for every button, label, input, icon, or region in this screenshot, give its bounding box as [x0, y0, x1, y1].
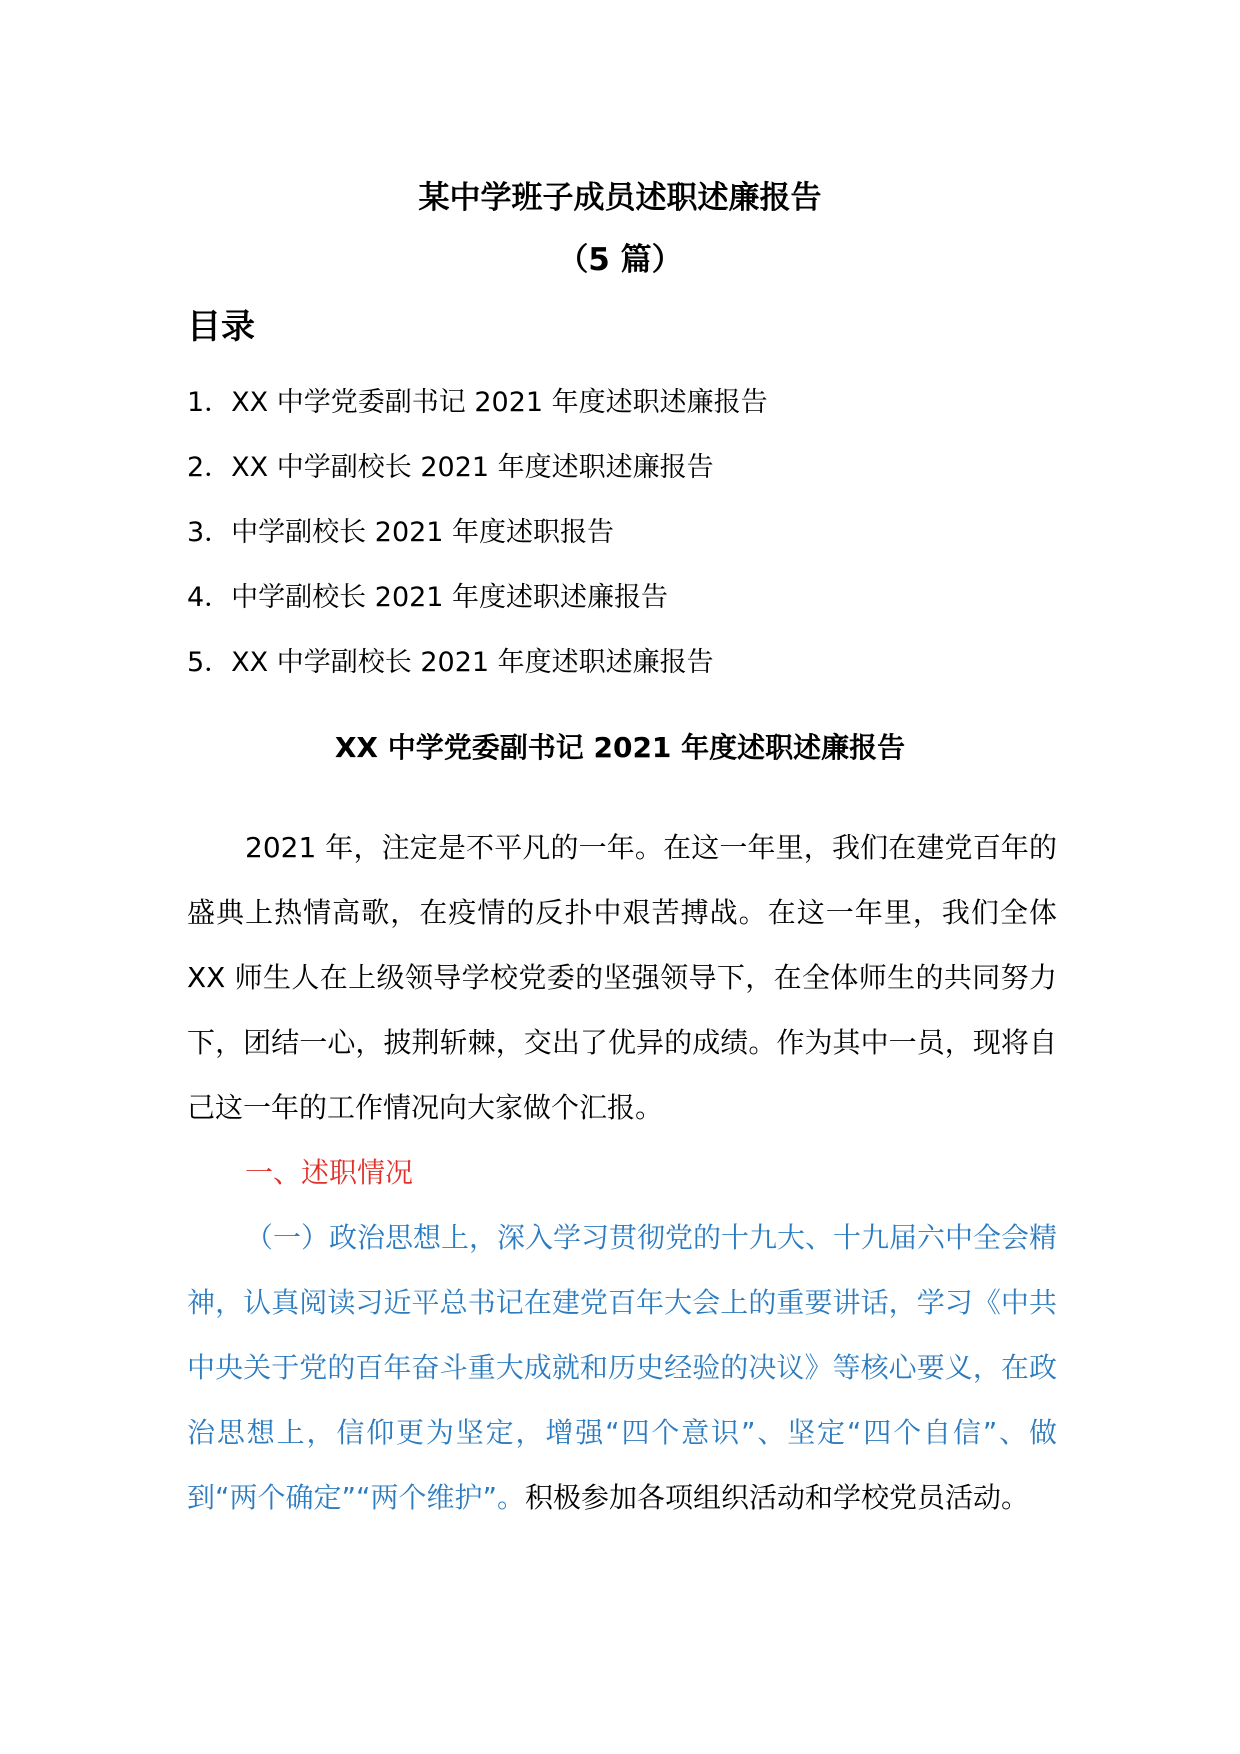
paragraph-political-thought — [187, 1205, 1057, 1530]
paragraph-black-text: 积极参加各项组织活动和学校党员活动。 — [525, 1481, 1030, 1514]
toc-item: 1．XX 中学党委副书记 2021 年度述职述廉报告 — [187, 387, 768, 418]
toc-item: 4．中学副校长 2021 年度述职述廉报告 — [187, 582, 669, 613]
paragraph-blue-text: （一）政治思想上，深入学习贯彻党的十九大、十九届六中全会精神，认真阅读习近平总书记在建党百年大会上的重要讲话，学习《中共中央关于党的百年奋斗重大成就和历史经验的决议》等核心要义，在政治思想上，信仰更为坚定，增强“四个意识”、坚定“四个自信”、做到“两个确定”“两个维护”。 — [187, 1221, 1058, 1514]
document-subtitle: （5 篇） — [557, 242, 683, 278]
toc-heading: 目录 — [187, 307, 255, 347]
section-title: XX 中学党委副书记 2021 年度述职述廉报告 — [334, 731, 906, 764]
toc-item: 3．中学副校长 2021 年度述职报告 — [187, 517, 615, 548]
document-title: 某中学班子成员述职述廉报告 — [418, 180, 822, 216]
intro-paragraph: 2021 年，注定是不平凡的一年。在这一年里，我们在建党百年的盛典上热情高歌，在疫情的反扑中艰苦搏战。在这一年里，我们全体 XX 师生人在上级领导学校党委的坚强领导下，在全体师生的共同努力下，团结一心，披荆斩棘，交出了优异的成绩。作为其中一员，现将自己这一年的工作情况向大家做个汇报。 — [187, 831, 1057, 1124]
table-of-contents — [187, 370, 768, 695]
section-heading-1: 一、述职情况 — [245, 1156, 414, 1189]
toc-item: 5．XX 中学副校长 2021 年度述职述廉报告 — [187, 647, 714, 678]
toc-item: 2．XX 中学副校长 2021 年度述职述廉报告 — [187, 452, 714, 483]
